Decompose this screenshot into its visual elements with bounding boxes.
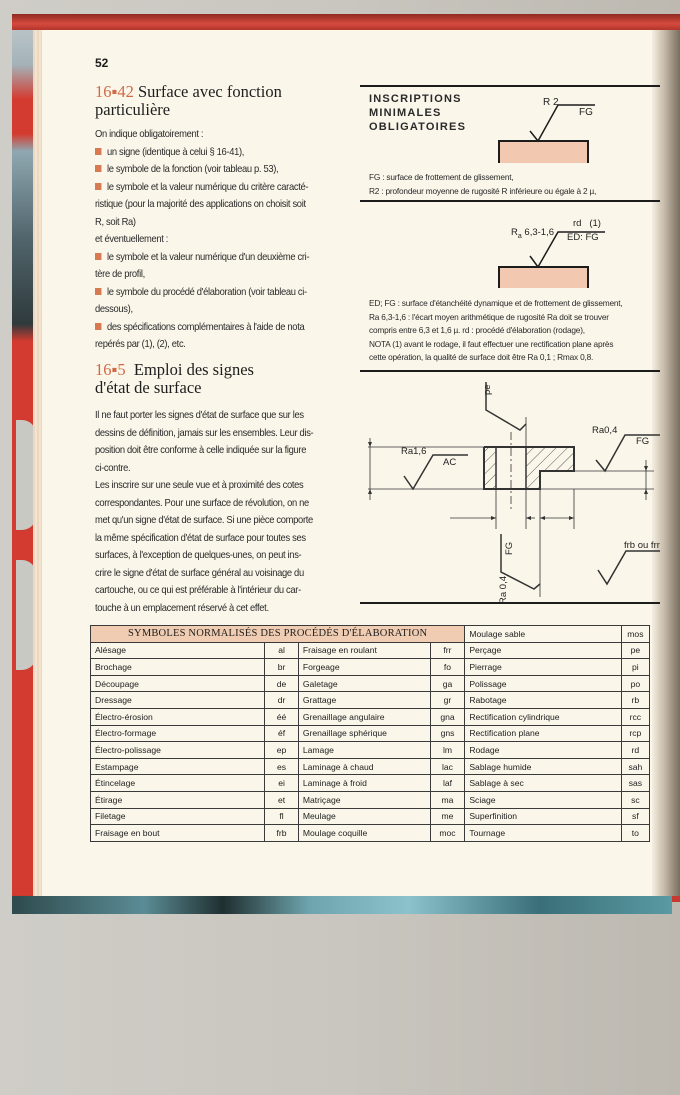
surface-sign-ra16 — [404, 455, 468, 489]
table-row — [91, 675, 650, 692]
caption-2: ED; FG : surface d'étanchéité dynamique et de frottement de glissement, Ra 6,3-1,6 : l'écart moyen arithmétique de rugosité Ra doit se trouver compris entre 6,3 et 1,6 µ. rd : procédé d'élaboration (rodage), NOTA (1) avant le rodage, il faut effectuer une rectification plane après cette opération, la qualité de surface doit être Ra 0,1 ; Rmax 0,8. — [369, 298, 623, 362]
list-item-cont: R, soit Ra) — [95, 216, 136, 228]
label-ra16: Ra1,6 — [401, 446, 427, 457]
procedure-symbol: laf — [430, 775, 465, 792]
part-fill — [499, 141, 588, 163]
procedure-name: Pierrage — [465, 659, 621, 676]
table-row — [91, 758, 650, 775]
procedures-table — [90, 625, 650, 842]
procedure-name: Laminage à froid — [298, 775, 430, 792]
procedure-symbol: lac — [430, 758, 465, 775]
surface-sign-ra04 — [596, 435, 660, 471]
label-fg-bottom: FG — [504, 541, 515, 555]
table-row — [91, 642, 650, 659]
procedure-symbol: moc — [430, 825, 465, 842]
procedure-symbol: me — [430, 808, 465, 825]
procedure-name: Grenaillage sphérique — [298, 725, 430, 742]
part-fill — [499, 267, 588, 288]
sign2-left-label: $R_a$ 6,3-1,6 — [511, 227, 554, 240]
section-165-body: Il ne faut porter les signes d'état de surface que sur les dessins de définition, jamais sur les ensembles. Leur dis- position doit être conforme à celle indiquée sur la figure ci-contre. Les inscrire sur une seule vue et à proximité des cotes correspondantes. Pour une surface de révolution, on ne met qu'un signe d'état de surface. Si une pièce comporte la même spécification d'état de surface pour toutes ses surfaces, à l'exception de quelques-unes, on peut ins- crire le signe d'état de surface général au voisinage du cartouche, ou ce qui est préférable à l'intérieur du car- touche à un emplacement réservé à cet effet. — [95, 410, 314, 614]
procedure-name: Filetage — [91, 808, 265, 825]
procedure-symbol: rcc — [621, 708, 649, 725]
procedure-name: Polissage — [465, 675, 621, 692]
section-title-line2: d'état de surface — [95, 378, 202, 397]
book-cover-bottom-edge — [12, 896, 672, 914]
technical-drawing — [360, 372, 660, 600]
procedure-name: Rodage — [465, 742, 621, 759]
procedure-symbol: gna — [430, 708, 465, 725]
paragraph: On indique obligatoirement : — [95, 129, 204, 140]
procedure-name: Galetage — [298, 675, 430, 692]
list-item: des spécifications complémentaires à l'aide de nota — [95, 319, 348, 337]
table-row — [91, 825, 650, 842]
procedure-name: Perçage — [465, 642, 621, 659]
procedure-name: Lamage — [298, 742, 430, 759]
bullet-icon — [95, 148, 101, 155]
procedure-name: Sciage — [465, 791, 621, 808]
section-number: 16▪5 — [95, 360, 126, 379]
procedure-symbol: mos — [621, 626, 649, 643]
procedure-name: Étincelage — [91, 775, 265, 792]
section-165-heading — [95, 361, 254, 397]
procedure-symbol: sah — [621, 758, 649, 775]
section-1642-heading — [95, 83, 282, 119]
bullet-icon — [95, 253, 101, 260]
procedure-symbol: gr — [430, 692, 465, 709]
procedure-name: Brochage — [91, 659, 265, 676]
procedure-symbol: frr — [430, 642, 465, 659]
procedure-symbol: to — [621, 825, 649, 842]
procedure-name: Sablage humide — [465, 758, 621, 775]
divider — [360, 200, 660, 202]
list-item: un signe (identique à celui § 16-41), — [95, 144, 348, 162]
label-ra04-bottom: Ra 0,4 — [498, 576, 509, 604]
section-title: Surface avec fonction — [137, 82, 282, 101]
procedure-name: Électro-formage — [91, 725, 265, 742]
bullet-icon — [95, 183, 101, 190]
procedure-name: Forgeage — [298, 659, 430, 676]
list-item: le symbole et la valeur numérique du critère caracté- — [95, 179, 348, 197]
procedure-name: Grenaillage angulaire — [298, 708, 430, 725]
procedure-name: Grattage — [298, 692, 430, 709]
procedure-name: Matriçage — [298, 791, 430, 808]
procedure-symbol: sas — [621, 775, 649, 792]
procedure-symbol: ep — [265, 742, 299, 759]
section-title: Emploi des signes — [133, 360, 254, 379]
procedure-symbol: éf — [265, 725, 299, 742]
table-row — [91, 708, 650, 725]
label-general: frb ou frr — [624, 540, 660, 551]
list-item-cont: dessous), — [95, 304, 133, 315]
list-item-cont: repérés par (1), (2), etc. — [95, 339, 186, 350]
sign2-bottom-label: ED: FG — [567, 232, 599, 243]
procedure-name: Meulage — [298, 808, 430, 825]
procedure-name: Tournage — [465, 825, 621, 842]
procedure-name: Fraisage en roulant — [298, 642, 430, 659]
caption-1: FG : surface de frottement de glissement, R2 : profondeur moyenne de rugosité R inférieure ou égale à 2 µ, — [369, 172, 597, 196]
sign2-top-label: rd (1) — [573, 218, 601, 229]
sign1-right-label: FG — [579, 107, 593, 118]
procedure-symbol: fo — [430, 659, 465, 676]
procedure-symbol: frb — [265, 825, 299, 842]
procedure-name: Fraisage en bout — [91, 825, 265, 842]
procedure-name: Laminage à chaud — [298, 758, 430, 775]
procedure-symbol: gns — [430, 725, 465, 742]
label-fg-right: FG — [636, 436, 650, 447]
procedure-symbol: pi — [621, 659, 649, 676]
procedure-symbol: et — [265, 791, 299, 808]
procedure-name: Estampage — [91, 758, 265, 775]
procedure-name: Électro-polissage — [91, 742, 265, 759]
procedure-name: Sablage à sec — [465, 775, 621, 792]
procedure-name: Moulage sable — [465, 626, 621, 643]
bullet-icon — [95, 288, 101, 295]
table-header-row — [91, 626, 650, 643]
procedure-symbol: rcp — [621, 725, 649, 742]
procedure-symbol: po — [621, 675, 649, 692]
label-pe: pe — [482, 384, 493, 395]
table-row — [91, 791, 650, 808]
procedure-name: Rectification cylindrique — [465, 708, 621, 725]
inscriptions-title: INSCRIPTIONS MINIMALES OBLIGATOIRES — [369, 93, 467, 133]
list-item-cont: ristique (pour la majorité des applications on choisit soit — [95, 199, 306, 210]
procedure-symbol: sf — [621, 808, 649, 825]
table-row — [91, 725, 650, 742]
general-surface-sign — [598, 551, 660, 584]
procedure-name: Superfinition — [465, 808, 621, 825]
paragraph: et éventuellement : — [95, 234, 169, 245]
procedure-symbol: pe — [621, 642, 649, 659]
list-item: le symbole et la valeur numérique d'un deuxième cri- — [95, 249, 348, 267]
procedure-symbol: rd — [621, 742, 649, 759]
procedure-symbol: ma — [430, 791, 465, 808]
page-number: 52 — [95, 56, 109, 70]
section-1642-body — [95, 126, 348, 354]
divider — [360, 602, 660, 604]
table-row — [91, 808, 650, 825]
procedure-symbol: éé — [265, 708, 299, 725]
procedure-name: Découpage — [91, 675, 265, 692]
list-item-cont: tère de profil, — [95, 269, 145, 280]
sign1-left-label: R 2 — [543, 97, 559, 108]
procedure-name: Dressage — [91, 692, 265, 709]
procedure-symbol: br — [265, 659, 299, 676]
label-ra04-right: Ra0,4 — [592, 425, 618, 436]
table-row — [91, 659, 650, 676]
procedure-symbol: ei — [265, 775, 299, 792]
bullet-icon — [95, 165, 101, 172]
bullet-icon — [95, 323, 101, 330]
table-row — [91, 742, 650, 759]
procedure-symbol: es — [265, 758, 299, 775]
procedure-symbol: dr — [265, 692, 299, 709]
list-item: le symbole de la fonction (voir tableau p. 53), — [95, 161, 348, 179]
procedure-symbol: de — [265, 675, 299, 692]
procedure-symbol: rb — [621, 692, 649, 709]
section-title-line2: particulière — [95, 100, 171, 119]
procedure-symbol: lm — [430, 742, 465, 759]
procedure-symbol: fl — [265, 808, 299, 825]
procedure-symbol: ga — [430, 675, 465, 692]
section-number: 16▪42 — [95, 82, 134, 101]
procedure-symbol: sc — [621, 791, 649, 808]
table-row — [91, 775, 650, 792]
procedure-name: Moulage coquille — [298, 825, 430, 842]
procedure-name: Alésage — [91, 642, 265, 659]
list-item: le symbole du procédé d'élaboration (voir tableau ci- — [95, 284, 348, 302]
procedure-name: Électro-érosion — [91, 708, 265, 725]
procedure-name: Rectification plane — [465, 725, 621, 742]
procedure-name: Rabotage — [465, 692, 621, 709]
divider — [360, 85, 660, 87]
procedure-symbol: al — [265, 642, 299, 659]
table-row — [91, 692, 650, 709]
book-cover-top-edge — [12, 14, 680, 30]
procedure-name: Étirage — [91, 791, 265, 808]
table-title: SYMBOLES NORMALISÉS DES PROCÉDÉS D'ÉLABORATION — [91, 626, 465, 643]
label-ac: AC — [443, 457, 457, 468]
